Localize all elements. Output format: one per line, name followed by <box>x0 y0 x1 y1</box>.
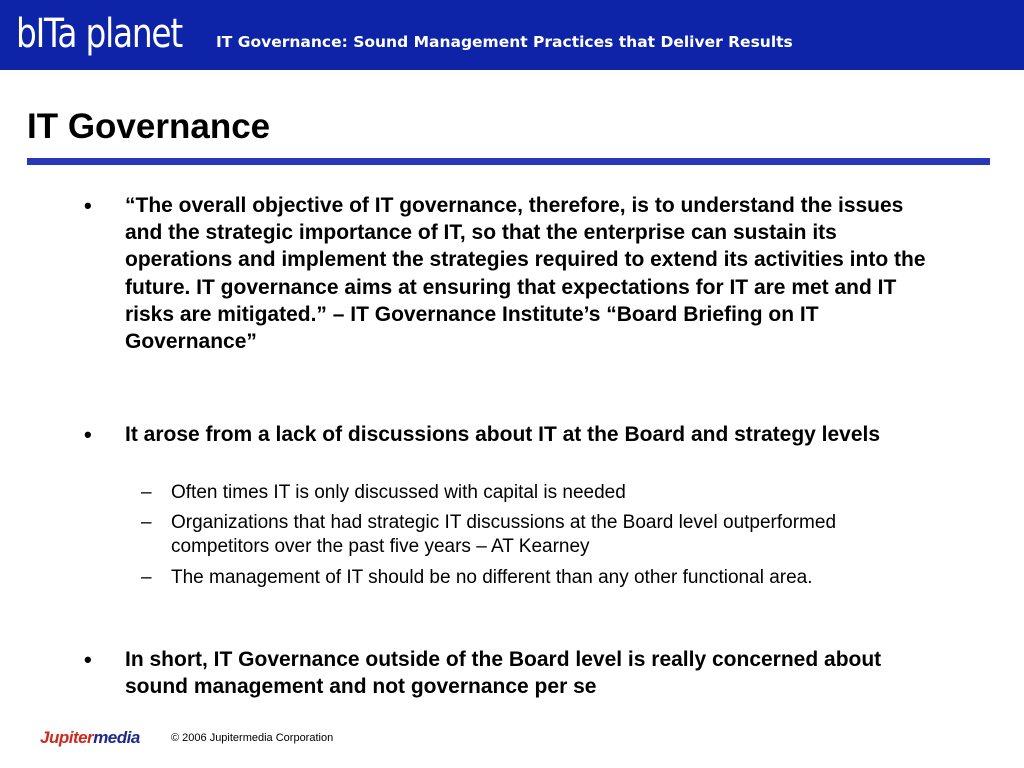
sub-bullet-text: The management of IT should be no different than any other functional area. <box>171 567 813 588</box>
jupitermedia-logo-part-a: Jupiter <box>40 728 94 747</box>
sub-bullet-text: Often times IT is only discussed with capital is needed <box>171 482 626 503</box>
bullet-marker: • <box>84 193 92 218</box>
bullet-marker: • <box>84 422 92 447</box>
bullet-origin-text: It arose from a lack of discussions about IT at the Board and strategy levels <box>125 423 881 446</box>
sub-bullet-marker: – <box>141 482 152 503</box>
header-title: IT Governance: Sound Management Practices that Deliver Results <box>216 33 793 51</box>
sub-bullet-marker: – <box>141 567 152 588</box>
copyright-text: © 2006 Jupitermedia Corporation <box>171 732 334 744</box>
bullet-marker: • <box>84 647 92 672</box>
sub-bullet-text: Organizations that had strategic IT discussions at the Board level outperformed competitors over the past five years – AT Kearney <box>171 512 837 557</box>
jupitermedia-logo-part-b: media <box>93 728 140 747</box>
slide-title: IT Governance <box>27 107 271 146</box>
sub-bullet-marker: – <box>141 512 152 533</box>
bullet-summary-text: In short, IT Governance outside of the Board level is really concerned about sound management and not governance per se <box>125 648 882 699</box>
jupitermedia-logo <box>40 727 140 749</box>
bullet-quote-text: “The overall objective of IT governance, therefore, is to understand the issues and the strategic importance of IT, so that the enterprise can sustain its operations and implement the strategies required to extend its activities into the future. IT governance aims at ensuring that expectations for IT are met and IT risks are mitigated.” – IT Governance Institute’s “Board Briefing on IT Governance” <box>125 194 926 354</box>
bita-planet-logo: bITa planet <box>16 11 182 57</box>
